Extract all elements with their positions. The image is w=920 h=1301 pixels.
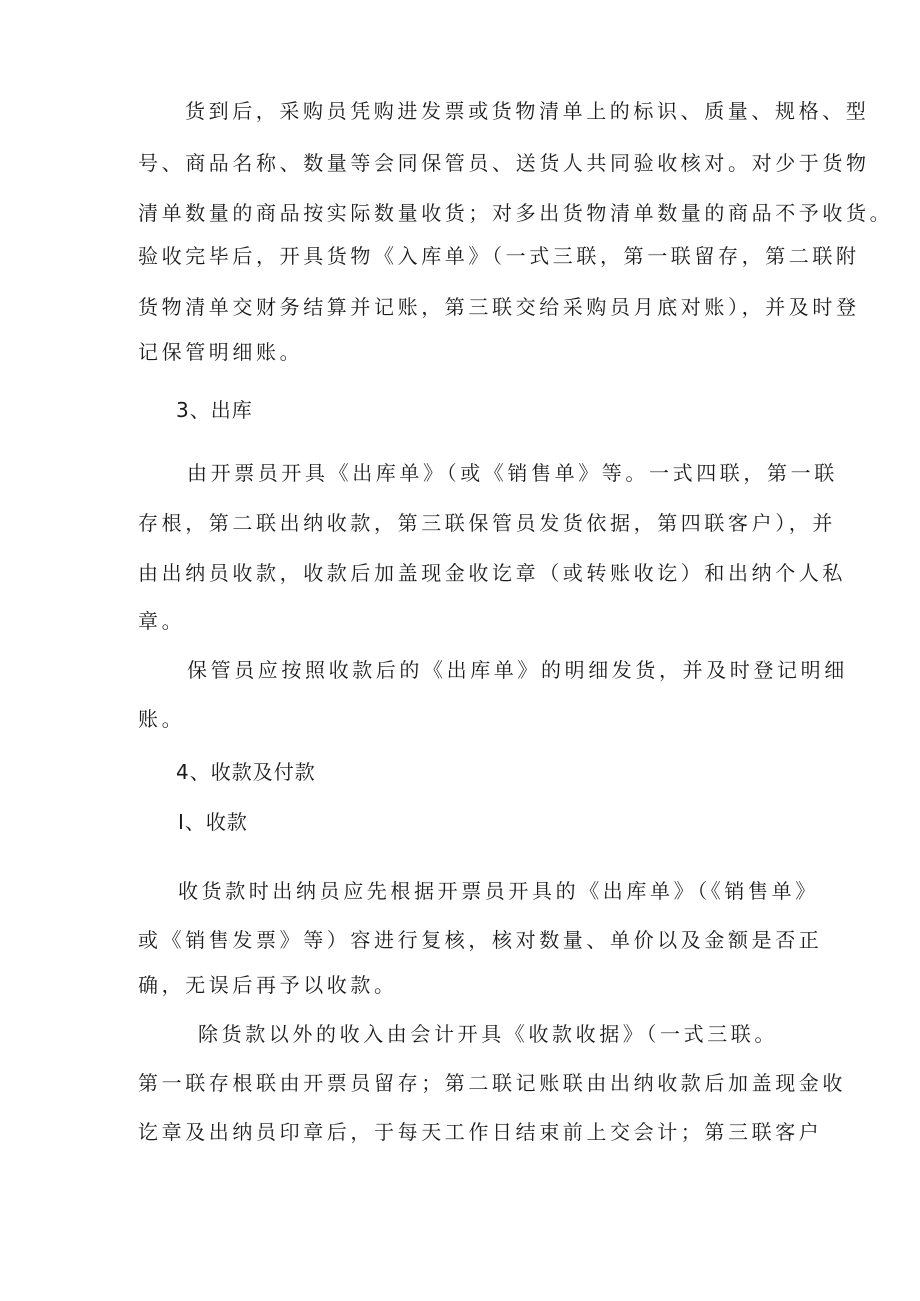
text-line: 确，无误后再予以收款。: [138, 973, 398, 997]
text-line: 验收完毕后，开具货物《入库单》（一式三联，第一联留存，第二联附: [138, 244, 860, 268]
text-line: 第一联存根联由开票员留存；第二联记账联由出纳收款后加盖现金收: [138, 1071, 846, 1095]
text-line: 货物清单交财务结算并记账，第三联交给采购员月底对账），并及时登: [138, 295, 860, 319]
text-line: 收货款时出纳员应先根据开票员开具的《出库单》（《销售单》: [178, 879, 819, 903]
text-line: 存根，第二联出纳收款，第三联保管员发货依据，第四联客户），并: [138, 511, 836, 535]
section-heading-payment: 4、收款及付款: [176, 760, 316, 784]
text-line: 保管员应按照收款后的《出库单》的明细发货，并及时登记明细: [187, 658, 848, 682]
text-line: 讫章及出纳员印章后，于每天工作日结束前上交会计；第三联客户: [138, 1120, 823, 1144]
text-line: 除货款以外的收入由会计开具《收款收据》（一式三联。: [198, 1022, 778, 1046]
text-line: 号、商品名称、数量等会同保管员、送货人共同验收核对。对少于货物: [138, 151, 870, 175]
text-line: 或《销售发票》等）容进行复核，核对数量、单价以及金额是否正: [138, 928, 823, 952]
text-line: 清单数量的商品按实际数量收货；对多出货物清单数量的商品不予收货。: [138, 201, 894, 225]
text-line: 章。: [138, 609, 186, 633]
text-line: 账。: [138, 707, 186, 731]
text-line: 货到后，采购员凭购进发票或货物清单上的标识、质量、规格、型: [185, 99, 870, 123]
text-line: 由出纳员收款，收款后加盖现金收讫章（或转账收讫）和出纳个人私: [138, 561, 846, 585]
text-line: 由开票员开具《出库单》（或《销售单》等。一式四联，第一联: [187, 461, 838, 485]
section-heading-outbound: 3、出库: [176, 398, 253, 422]
text-line: 记保管明细账。: [138, 340, 304, 364]
subsection-heading-collection: I、收款: [178, 810, 248, 834]
